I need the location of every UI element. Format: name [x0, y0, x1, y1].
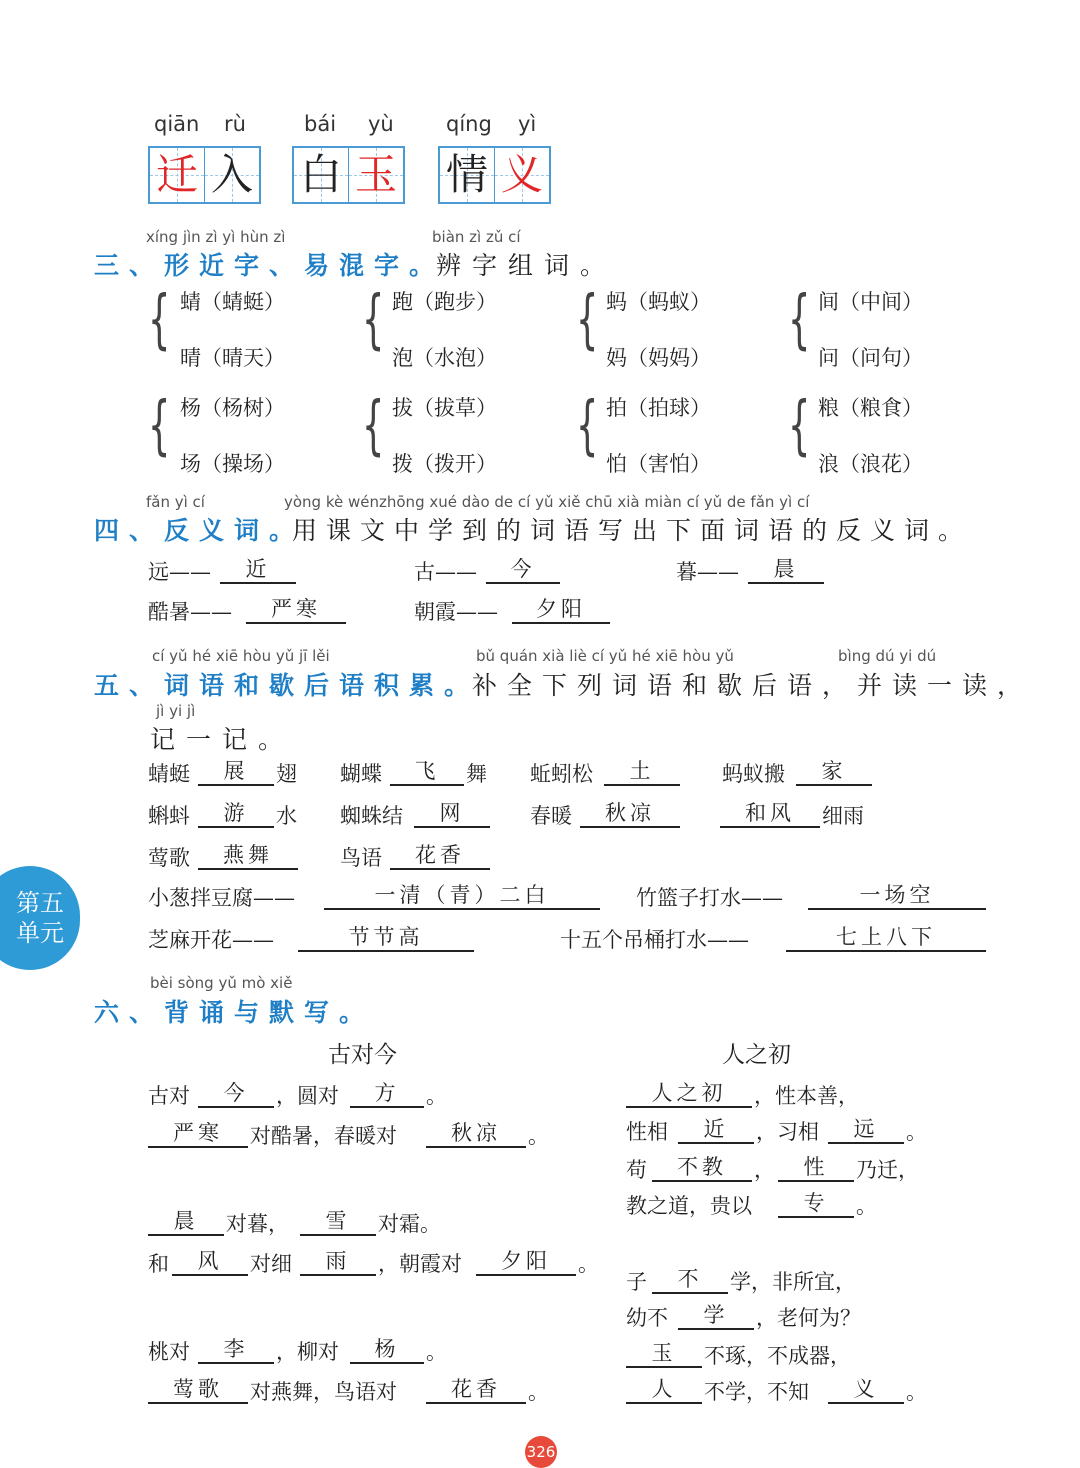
xiehouyu-question: 小葱拌豆腐—— [148, 886, 295, 910]
brace-icon: { [148, 389, 171, 463]
poem-blank: 风 [172, 1248, 248, 1276]
idiom-prefix: 蝌蚪 [148, 804, 190, 828]
idiom-answer: 游 [198, 800, 274, 828]
s3-pinyin-inst: biàn zì zǔ cí [432, 228, 521, 246]
poem-text: 。 [856, 1194, 877, 1218]
s5-heading: 五、词语和歇后语积累。 [94, 671, 480, 700]
idiom-prefix: 鸟语 [340, 846, 382, 870]
poem-blank: 杨 [350, 1336, 424, 1364]
poem-text: 。 [906, 1120, 927, 1144]
brace-icon: { [148, 283, 171, 357]
word-pair-item: 泡（水泡） [392, 346, 497, 370]
poem-blank: 花香 [426, 1376, 526, 1404]
poem-text: 对霜。 [378, 1212, 441, 1236]
poem-text: 子 [626, 1270, 647, 1294]
s5-instruction-2: 记一记。 [150, 725, 295, 754]
antonym-question: 朝霞—— [414, 600, 498, 624]
idiom-answer: 网 [414, 800, 490, 828]
s4-heading: 四、反义词。 [94, 516, 305, 545]
brace-icon: { [362, 283, 385, 357]
tianzige-group-2 [292, 146, 405, 204]
s3-pinyin-head: xíng jìn zì yì hùn zì [146, 228, 286, 246]
poem-text: 对燕舞，鸟语对 [250, 1380, 397, 1404]
poem-text: 。 [528, 1380, 549, 1404]
s3-instruction: 辨字组词。 [436, 251, 617, 280]
tianzige-cell: 情 [440, 148, 494, 202]
poem-blank: 学 [678, 1302, 754, 1330]
antonym-answer: 严寒 [246, 596, 346, 624]
antonym-answer: 晨 [748, 556, 824, 584]
xiehouyu-question: 芝麻开花—— [148, 928, 274, 952]
poem-blank: 近 [678, 1116, 754, 1144]
poem-text: 教之道，贵以 [626, 1194, 752, 1218]
poem-blank: 秋凉 [426, 1120, 526, 1148]
pinyin-bai: bái [304, 112, 337, 136]
idiom-answer: 燕舞 [198, 842, 298, 870]
pinyin-yi: yì [518, 112, 537, 136]
antonym-question: 古—— [414, 560, 477, 584]
word-pair-item: 蜻（蜻蜓） [180, 290, 285, 314]
poem-blank: 夕阳 [476, 1248, 576, 1276]
poem-blank: 莺歌 [148, 1376, 248, 1404]
poem-text: ，习相 [756, 1120, 819, 1144]
poem-text: 。 [426, 1084, 447, 1108]
idiom-prefix: 莺歌 [148, 846, 190, 870]
poem-blank: 方 [350, 1080, 424, 1108]
idiom-answer: 土 [604, 758, 680, 786]
unit-tab [0, 866, 80, 970]
idiom-answer: 花香 [390, 842, 490, 870]
word-pair-item: 场（操场） [180, 452, 285, 476]
antonym-question: 暮—— [676, 560, 739, 584]
word-pair-item: 拨（拨开） [392, 452, 497, 476]
poem-text: 和 [148, 1252, 169, 1276]
idiom-prefix: 蚯蚓松 [530, 762, 593, 786]
poem-text: ，朝霞对 [378, 1252, 462, 1276]
tianzige-cell: 玉 [348, 148, 403, 202]
unit-tab-line1: 第五 [16, 889, 64, 917]
brace-icon: { [788, 283, 811, 357]
s5-pinyin-inst: bǔ quán xià liè cí yǔ hé xiē hòu yǔ [476, 647, 734, 665]
poem-text: 。 [528, 1124, 549, 1148]
xiehouyu-question: 十五个吊桶打水—— [560, 928, 749, 952]
tianzige-cell: 白 [294, 148, 348, 202]
tianzige-cell: 迁 [150, 148, 204, 202]
poem-blank: 雪 [300, 1208, 376, 1236]
word-pair-item: 间（中间） [818, 290, 923, 314]
poem-text: ，老何为？ [756, 1306, 861, 1330]
s5-instruction: 补全下列词语和歇后语，并读一读， [472, 671, 1033, 700]
idiom-prefix: 春暖 [530, 804, 572, 828]
xiehouyu-answer: 一清（青）二白 [324, 882, 600, 910]
poem-text: 对酷暑，春暖对 [250, 1124, 397, 1148]
s6-pinyin-head: bèi sòng yǔ mò xiě [150, 974, 293, 992]
poem-text: 对细 [250, 1252, 292, 1276]
s5-pinyin-head: cí yǔ hé xiē hòu yǔ jī lěi [152, 647, 330, 665]
idiom-answer: 和风 [720, 800, 820, 828]
xiehouyu-question: 竹篮子打水—— [636, 886, 783, 910]
xiehouyu-answer: 节节高 [298, 924, 474, 952]
poem-blank: 雨 [300, 1248, 376, 1276]
poem-blank: 晨 [148, 1208, 224, 1236]
word-pair-item: 拔（拔草） [392, 396, 497, 420]
s4-instruction: 用课文中学到的词语写出下面词语的反义词。 [292, 516, 973, 545]
idiom-suffix: 细雨 [822, 804, 864, 828]
idiom-answer: 飞 [390, 758, 464, 786]
poem-blank: 不 [652, 1266, 728, 1294]
word-pair-item: 问（问句） [818, 346, 923, 370]
s4-pinyin-inst: yòng kè wénzhōng xué dào de cí yǔ xiě chū xià miàn cí yǔ de fǎn yì cí [284, 493, 810, 511]
poem-text: 学，非所宜， [730, 1270, 856, 1294]
s6-heading: 六、背诵与默写。 [94, 998, 375, 1027]
poem-blank: 玉 [626, 1340, 702, 1368]
poem-title-right: 人之初 [722, 1042, 791, 1068]
poem-blank: 性 [778, 1154, 854, 1182]
word-pair-item: 杨（杨树） [180, 396, 285, 420]
poem-blank: 严寒 [148, 1120, 248, 1148]
poem-blank: 远 [828, 1116, 904, 1144]
word-pair-item: 粮（粮食） [818, 396, 923, 420]
word-pair-item: 浪（浪花） [818, 452, 923, 476]
poem-blank: 专 [778, 1190, 854, 1218]
poem-text: 不琢，不成器， [704, 1344, 851, 1368]
antonym-answer: 近 [220, 556, 296, 584]
xiehouyu-answer: 一场空 [808, 882, 986, 910]
poem-blank: 不教 [652, 1154, 752, 1182]
word-pair-item: 怕（害怕） [606, 452, 711, 476]
pinyin-qian: qiān [154, 112, 200, 136]
idiom-prefix: 蜘蛛结 [340, 804, 403, 828]
word-pair-item: 拍（拍球） [606, 396, 711, 420]
poem-text: 不学，不知 [704, 1380, 809, 1404]
poem-text: 。 [906, 1380, 927, 1404]
idiom-answer: 家 [796, 758, 872, 786]
poem-text: ，性本善， [754, 1084, 859, 1108]
antonym-question: 酷暑—— [148, 600, 232, 624]
idiom-prefix: 蜻蜓 [148, 762, 190, 786]
idiom-suffix: 翅 [276, 762, 297, 786]
word-pair-item: 妈（妈妈） [606, 346, 711, 370]
tianzige-cell: 义 [494, 148, 549, 202]
idiom-suffix: 水 [276, 804, 297, 828]
poem-title-left: 古对今 [328, 1042, 397, 1068]
poem-text: 。 [426, 1340, 447, 1364]
poem-text: 幼不 [626, 1306, 668, 1330]
word-pair-item: 跑（跑步） [392, 290, 497, 314]
idiom-answer: 秋凉 [580, 800, 680, 828]
idiom-prefix: 蝴蝶 [340, 762, 382, 786]
poem-text: 对暮， [226, 1212, 289, 1236]
poem-text: 性相 [626, 1120, 668, 1144]
pinyin-ru: rù [224, 112, 246, 136]
xiehouyu-answer: 七上八下 [786, 924, 986, 952]
brace-icon: { [576, 283, 599, 357]
tianzige-group-1 [148, 146, 261, 204]
s3-heading: 三、形近字、易混字。 [94, 251, 445, 280]
brace-icon: { [362, 389, 385, 463]
poem-text: ， [754, 1158, 775, 1182]
poem-text: 桃对 [148, 1340, 190, 1364]
page-number: 326 [525, 1436, 557, 1468]
poem-blank: 人 [626, 1376, 702, 1404]
poem-blank: 李 [198, 1336, 274, 1364]
poem-blank: 人之初 [626, 1080, 752, 1108]
poem-blank: 今 [198, 1080, 274, 1108]
unit-tab-line2: 单元 [16, 919, 64, 947]
pinyin-qing: qíng [446, 112, 492, 136]
s4-pinyin-head: fǎn yì cí [146, 493, 205, 511]
idiom-suffix: 舞 [466, 762, 487, 786]
s5-pinyin-inst2: bìng dú yi dú [838, 647, 937, 665]
tianzige-cell: 入 [204, 148, 259, 202]
antonym-answer: 今 [486, 556, 560, 584]
brace-icon: { [788, 389, 811, 463]
poem-text: ，柳对 [276, 1340, 339, 1364]
antonym-answer: 夕阳 [512, 596, 610, 624]
poem-text: 古对 [148, 1084, 190, 1108]
word-pair-item: 蚂（蚂蚁） [606, 290, 711, 314]
poem-blank: 义 [828, 1376, 904, 1404]
brace-icon: { [576, 389, 599, 463]
poem-text: 。 [578, 1252, 599, 1276]
pinyin-yu: yù [368, 112, 394, 136]
poem-text: 乃迁， [856, 1158, 919, 1182]
idiom-prefix: 蚂蚁搬 [722, 762, 785, 786]
poem-text: ，圆对 [276, 1084, 339, 1108]
tianzige-group-3 [438, 146, 551, 204]
s5-pinyin-inst3: jì yi jì [156, 702, 196, 720]
antonym-question: 远—— [148, 560, 211, 584]
poem-text: 苟 [626, 1158, 647, 1182]
idiom-answer: 展 [198, 758, 274, 786]
word-pair-item: 晴（晴天） [180, 346, 285, 370]
